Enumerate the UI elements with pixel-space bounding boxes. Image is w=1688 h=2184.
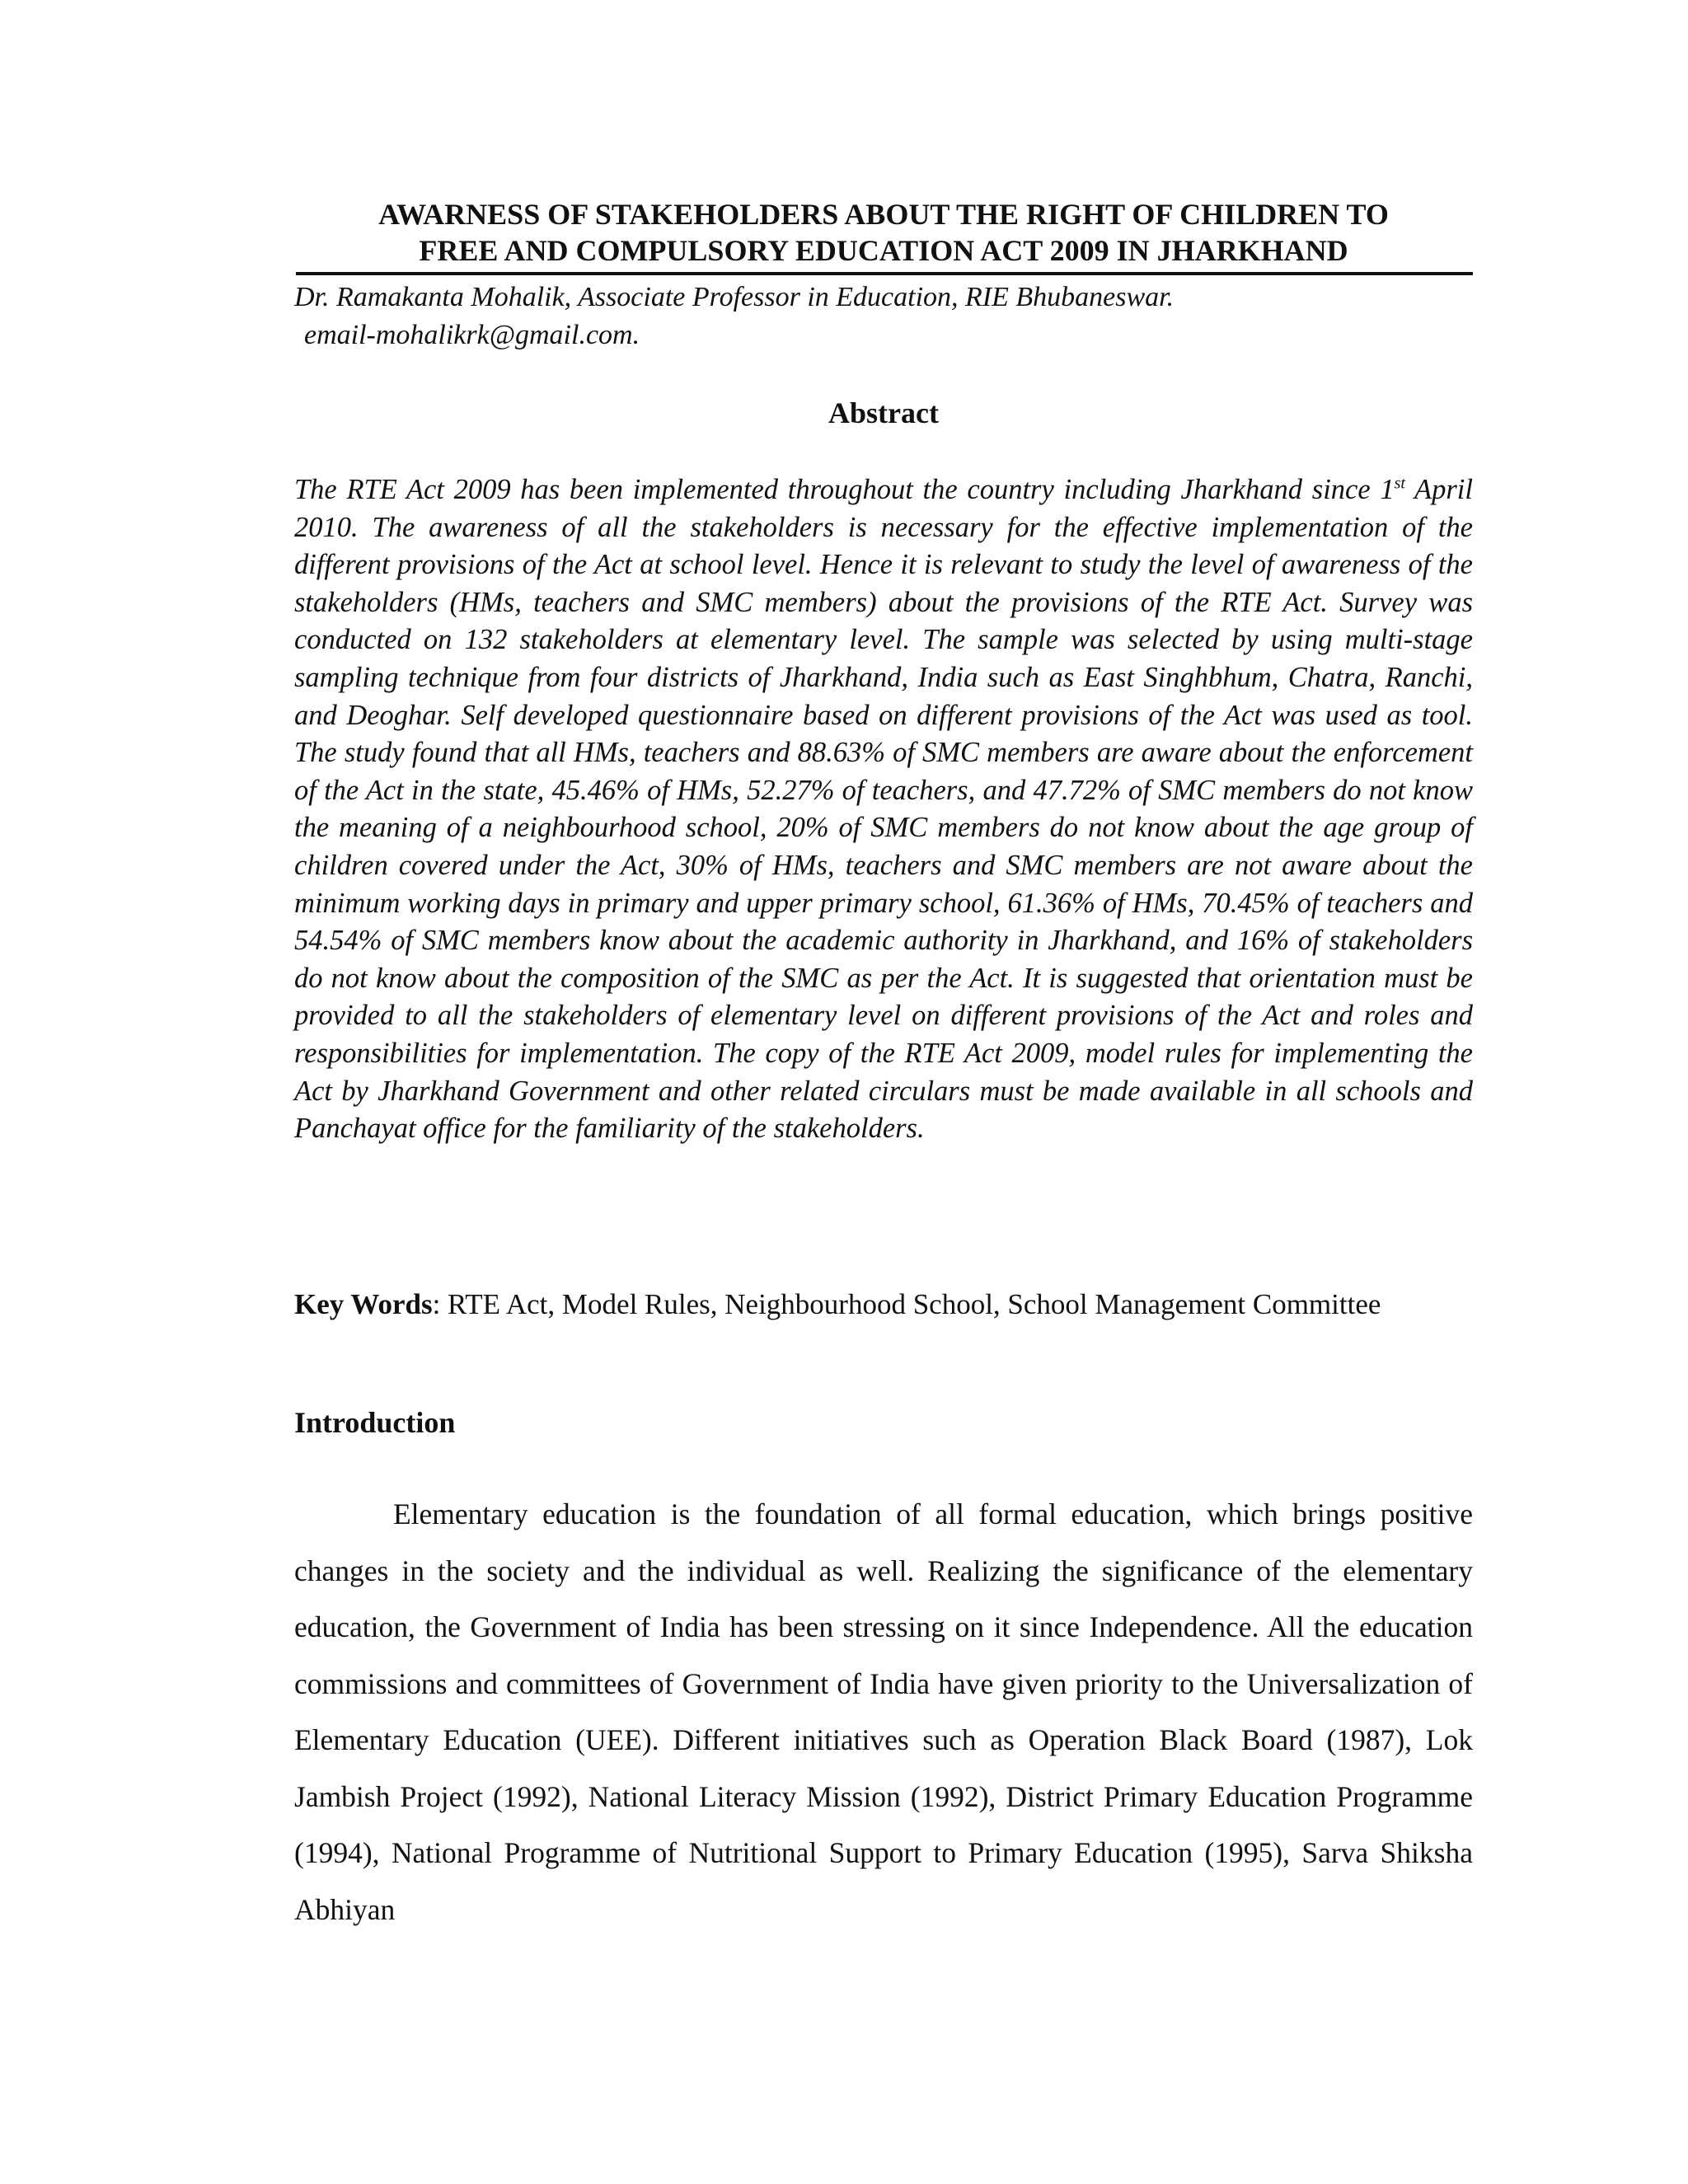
introduction-body: Elementary education is the foundation of all formal education, which brings positive changes in the society and the individual as well. Realizing the significance of the elementary education, the Government of India has been stressing on it since Independence. All the education commissions and committees of Government of India have given priority to the Universalization of Elementary Education (UEE). Different initiatives such as Operation Black Board (1987), Lok Jambish Project (1992), National Literacy Mission (1992), District Primary Education Programme (1994), National Programme of Nutritional Support to Primary Education (1995), Sarva Shiksha Abhiyan xyxy=(294,1497,1473,1926)
title-divider xyxy=(296,272,1473,275)
keywords-label: Key Words xyxy=(294,1288,433,1320)
author-email: email-mohalikrk@gmail.com. xyxy=(304,320,640,350)
abstract-body xyxy=(294,471,1473,1148)
abstract-heading: Abstract xyxy=(828,396,939,429)
keywords-text: : RTE Act, Model Rules, Neighbourhood School, School Management Committee xyxy=(432,1288,1381,1320)
introduction-heading: Introduction xyxy=(294,1406,456,1439)
keywords-paragraph xyxy=(294,1286,1473,1324)
abstract-text-start: The RTE Act 2009 has been implemented throughout the country including Jharkhand since 1 xyxy=(294,474,1395,505)
paper-title xyxy=(294,196,1473,269)
paper-title-line-2: FREE AND COMPULSORY EDUCATION ACT 2009 IN JHARKHAND xyxy=(419,234,1348,267)
abstract-text-rest: April 2010. The awareness of all the stakeholders is necessary for the effective implementation of the different provisions of the Act at school level. Hence it is relevant to study the level of awareness of the stakeholders (HMs, teachers and SMC members) about the provisions of the RTE Act. Survey was conducted on 132 stakeholders at elementary level. The sample was selected by using multi-stage sampling technique from four districts of Jharkhand, India such as East Singhbhum, Chatra, Ranchi, and Deoghar. Self developed questionnaire based on different provisions of the Act was used as tool. The study found that all HMs, teachers and 88.63% of SMC members are aware about the enforcement of the Act in the state, 45.46% of HMs, 52.27% of teachers, and 47.72% of SMC members do not know the meaning of a neighbourhood school, 20% of SMC members do not know about the age group of children covered under the Act, 30% of HMs, teachers and SMC members are not aware about the minimum working days in primary and upper primary school, 61.36% of HMs, 70.45% of teachers and 54.54% of SMC members know about the academic authority in Jharkhand, and 16% of stakeholders do not know about the composition of the SMC as per the Act. It is suggested that orientation must be provided to all the stakeholders of elementary level on different provisions of the Act and roles and responsibilities for implementation. The copy of the RTE Act 2009, model rules for implementing the Act by Jharkhand Government and other related circulars must be made available in all schools and Panchayat office for the familiarity of the stakeholders. xyxy=(294,474,1473,1145)
author-line: Dr. Ramakanta Mohalik, Associate Professor in Education, RIE Bhubaneswar. xyxy=(294,282,1175,312)
abstract-ordinal-superscript: st xyxy=(1394,474,1405,493)
paper-title-line-1: AWARNESS OF STAKEHOLDERS ABOUT THE RIGHT OF CHILDREN TO xyxy=(378,198,1389,231)
